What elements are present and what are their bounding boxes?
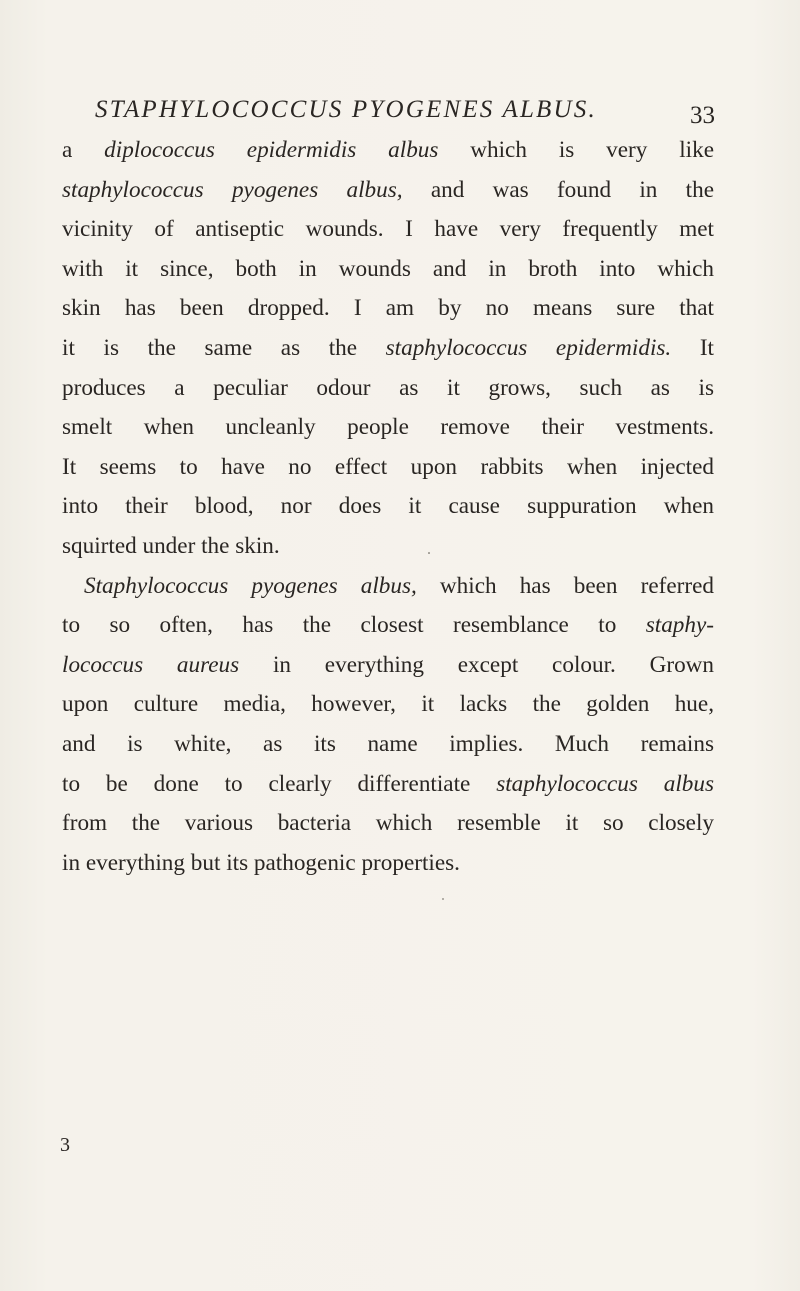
text-line: [62, 171, 714, 211]
text-run: from the various bacteria which resemble it so closely: [62, 810, 714, 837]
text-line: [62, 487, 714, 527]
text-run: It: [671, 334, 714, 361]
text-line: [62, 804, 714, 844]
italic-text: Staphylococcus pyogenes albus,: [84, 572, 417, 599]
text-line: [62, 527, 714, 567]
text-run: to so often, has the closest resemblance to: [62, 612, 646, 639]
text-line: [62, 210, 714, 250]
text-line: [62, 606, 714, 646]
italic-text: staphylococcus pyogenes albus,: [62, 176, 403, 203]
text-run: in everything except colour. Grown: [239, 651, 714, 678]
paper-speck: [442, 898, 444, 900]
running-title: STAPHYLOCOCCUS PYOGENES ALBUS.: [95, 96, 597, 123]
body-text: [62, 131, 714, 883]
text-line: [62, 567, 714, 607]
text-run: and is white, as its name implies. Much remains: [62, 730, 714, 757]
text-line: [62, 408, 714, 448]
italic-text: diplococcus epidermidis albus: [104, 137, 439, 163]
italic-text: staphylococcus albus: [496, 770, 714, 797]
text-run: It seems to have no effect upon rabbits when injected: [62, 453, 714, 480]
signature-mark: 3: [60, 1134, 70, 1156]
italic-text: staphylococcus epidermidis.: [385, 334, 672, 361]
italic-text: lococcus aureus: [62, 651, 240, 678]
page-number: 33: [690, 102, 715, 129]
text-run: upon culture media, however, it lacks the golden hue,: [62, 691, 714, 718]
running-head: [95, 96, 715, 136]
text-line: [62, 448, 714, 488]
text-line: [62, 844, 714, 884]
text-run: a: [62, 137, 105, 163]
paper-speck: [428, 552, 430, 554]
text-line: [62, 131, 714, 171]
text-run: skin has been dropped. I am by no means sure that: [62, 295, 714, 322]
text-run: which is very like: [438, 137, 715, 163]
text-line: [62, 250, 714, 290]
text-run: produces a peculiar odour as it grows, such as is: [62, 374, 714, 401]
text-run: and was found in the: [402, 176, 714, 203]
text-run: smelt when uncleanly people remove their vestments.: [62, 414, 714, 441]
text-run: in everything but its pathogenic properties.: [62, 849, 460, 876]
text-line: [62, 725, 714, 765]
text-run: which has been referred: [416, 572, 714, 599]
text-run: it is the same as the: [62, 334, 386, 361]
italic-text: staphy-: [645, 612, 714, 639]
text-run: with it since, both in wounds and in broth into which: [62, 255, 714, 282]
text-line: [62, 289, 714, 329]
text-run: to be done to clearly differentiate: [62, 770, 497, 797]
text-line: [62, 765, 714, 805]
text-line: [62, 685, 714, 725]
text-line: [62, 329, 714, 369]
text-run: squirted under the skin.: [62, 532, 280, 559]
text-line: [62, 369, 714, 409]
text-run: vicinity of antiseptic wounds. I have very frequently met: [62, 216, 714, 243]
text-run: into their blood, nor does it cause suppuration when: [62, 493, 714, 520]
text-line: [62, 646, 714, 686]
